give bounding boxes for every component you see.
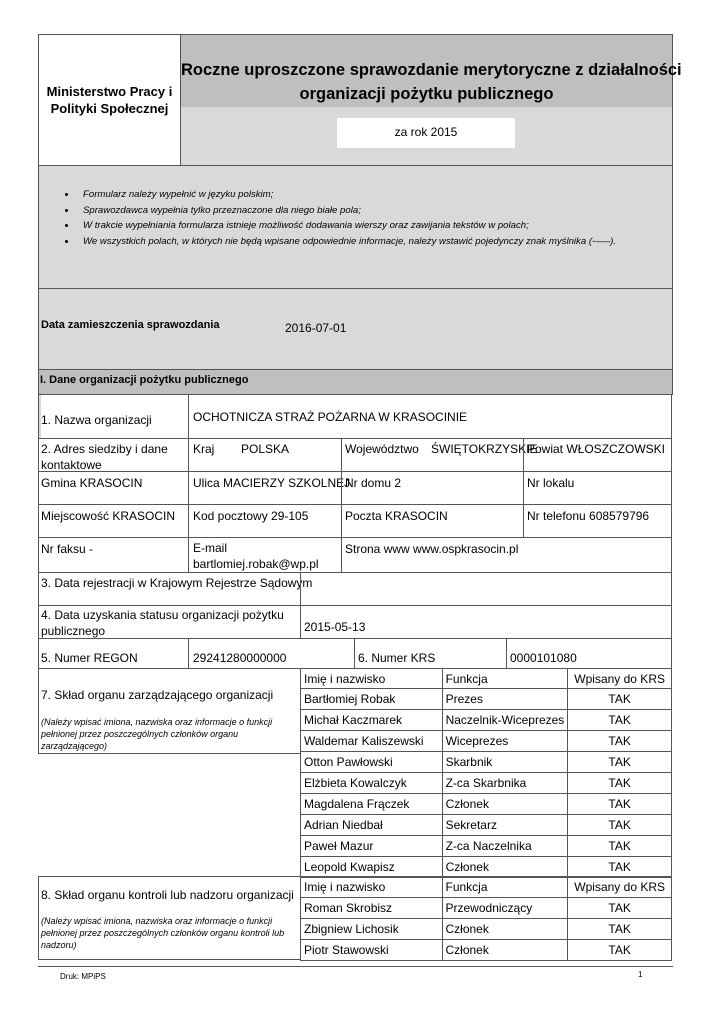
instructions-list bbox=[39, 187, 672, 249]
street-value: Ulica MACIERZY SZKOLNEJ bbox=[193, 476, 351, 490]
control-label: 8. Skład organu kontroli lub nadzoru organizacji bbox=[41, 888, 294, 902]
instruction-item: • We wszystkich polach, w których nie będą wpisane odpowiednie informacje, należy wstawić pojedynczy znak myślnika (-–—). bbox=[77, 234, 672, 250]
voivodeship-label: Województwo bbox=[345, 442, 419, 456]
member-role[interactable]: Wiceprezes bbox=[442, 731, 568, 752]
org-name-label: 1. Nazwa organizacji bbox=[41, 413, 152, 427]
table-header-row bbox=[301, 669, 672, 689]
phone-value: Nr telefonu 608579796 bbox=[527, 509, 650, 523]
member-krs[interactable]: TAK bbox=[568, 794, 672, 815]
member-name[interactable]: Roman Skrobisz bbox=[301, 898, 443, 919]
member-role[interactable]: Z-ca Naczelnika bbox=[442, 836, 568, 857]
member-role[interactable]: Z-ca Skarbnika bbox=[442, 773, 568, 794]
member-krs[interactable]: TAK bbox=[568, 710, 672, 731]
member-role[interactable]: Prezes bbox=[442, 689, 568, 710]
member-krs[interactable]: TAK bbox=[568, 919, 672, 940]
krs-number-label: 6. Numer KRS bbox=[358, 651, 436, 665]
table-row[interactable] bbox=[301, 773, 672, 794]
table-row[interactable] bbox=[301, 940, 672, 961]
member-name[interactable]: Magdalena Frączek bbox=[301, 794, 443, 815]
voivodeship-value: ŚWIĘTOKRZYSKIE bbox=[431, 442, 538, 456]
post-office-value: Poczta KRASOCIN bbox=[345, 509, 448, 523]
ministry-name: Ministerstwo Pracy i Polityki Społecznej bbox=[46, 84, 173, 116]
report-year: za rok 2015 bbox=[394, 125, 458, 139]
member-name[interactable]: Leopold Kwapisz bbox=[301, 857, 443, 878]
board-left-blank bbox=[38, 753, 301, 877]
footer-divider bbox=[38, 966, 673, 967]
form-title-line2: organizacji pożytku publicznego bbox=[299, 85, 554, 103]
form-title-line1: Roczne uproszczone sprawozdanie merytoryczne z działalności bbox=[181, 61, 682, 79]
footer-print-label: Druk: MPiPS bbox=[60, 972, 106, 981]
member-krs[interactable]: TAK bbox=[568, 731, 672, 752]
board-note: (Należy wpisać imiona, nazwiska oraz informacje o funkcji pełnionej przez poszczególnych członków organu zarządzającego) bbox=[41, 717, 273, 751]
member-role[interactable]: Naczelnik-Wiceprezes bbox=[442, 710, 568, 731]
member-role[interactable]: Skarbnik bbox=[442, 752, 568, 773]
member-name[interactable]: Elżbieta Kowalczyk bbox=[301, 773, 443, 794]
column-header: Funkcja bbox=[442, 669, 568, 689]
member-krs[interactable]: TAK bbox=[568, 689, 672, 710]
table-row[interactable] bbox=[301, 815, 672, 836]
column-header: Wpisany do KRS bbox=[568, 877, 672, 898]
county-value: Powiat WŁOSZCZOWSKI bbox=[527, 442, 666, 456]
table-header-row bbox=[301, 877, 672, 898]
table-row[interactable] bbox=[301, 919, 672, 940]
member-name[interactable]: Otton Pawłowski bbox=[301, 752, 443, 773]
fax-value: Nr faksu - bbox=[41, 542, 94, 556]
member-name[interactable]: Adrian Niedbał bbox=[301, 815, 443, 836]
member-name[interactable]: Zbigniew Lichosik bbox=[301, 919, 443, 940]
table-row[interactable] bbox=[301, 898, 672, 919]
postal-code-value: Kod pocztowy 29-105 bbox=[193, 509, 309, 523]
member-krs[interactable]: TAK bbox=[568, 836, 672, 857]
house-number-value: Nr domu 2 bbox=[345, 476, 402, 490]
address-label: 2. Adres siedziby i dane kontaktowe bbox=[41, 442, 168, 472]
member-role[interactable]: Członek bbox=[442, 919, 568, 940]
member-role[interactable]: Członek bbox=[442, 857, 568, 878]
member-krs[interactable]: TAK bbox=[568, 752, 672, 773]
email-label: E-mail bbox=[193, 541, 228, 555]
table-row[interactable] bbox=[301, 836, 672, 857]
publication-date-label: Data zamieszczenia sprawozdania bbox=[41, 319, 220, 331]
board-table bbox=[300, 668, 672, 878]
column-header: Funkcja bbox=[442, 877, 568, 898]
town-value: Miejscowość KRASOCIN bbox=[41, 509, 176, 523]
opp-status-label: 4. Data uzyskania statusu organizacji pożytku publicznego bbox=[41, 608, 284, 638]
member-name[interactable]: Michał Kaczmarek bbox=[301, 710, 443, 731]
publication-date-value[interactable]: 2016-07-01 bbox=[285, 321, 347, 335]
control-note: (Należy wpisać imiona, nazwiska oraz informacje o funkcji pełnionej przez poszczególnych członków organu kontroli lub nadzoru) bbox=[41, 916, 285, 950]
column-header: Wpisany do KRS bbox=[568, 669, 672, 689]
member-krs[interactable]: TAK bbox=[568, 857, 672, 878]
regon-label: 5. Numer REGON bbox=[41, 651, 138, 665]
krs-number-value: 0000101080 bbox=[510, 651, 577, 665]
krs-registration-date-field[interactable] bbox=[300, 572, 672, 606]
table-row[interactable] bbox=[301, 710, 672, 731]
krs-registration-label: 3. Data rejestracji w Krajowym Rejestrze Sądowym bbox=[41, 576, 313, 590]
instruction-item: • Formularz należy wypełnić w języku polskim; bbox=[77, 187, 672, 203]
section1-title: I. Dane organizacji pożytku publicznego bbox=[40, 374, 249, 386]
column-header: Imię i nazwisko bbox=[301, 877, 443, 898]
member-krs[interactable]: TAK bbox=[568, 898, 672, 919]
regon-value: 29241280000000 bbox=[193, 651, 287, 665]
commune-value: Gmina KRASOCIN bbox=[41, 476, 143, 490]
member-role[interactable]: Członek bbox=[442, 794, 568, 815]
table-row[interactable] bbox=[301, 752, 672, 773]
board-label: 7. Skład organu zarządzającego organizacji bbox=[41, 688, 274, 702]
org-name-value: OCHOTNICZA STRAŻ POŻARNA W KRASOCINIE bbox=[193, 410, 468, 424]
member-krs[interactable]: TAK bbox=[568, 940, 672, 961]
opp-status-date-value: 2015-05-13 bbox=[304, 620, 366, 634]
member-role[interactable]: Przewodniczący bbox=[442, 898, 568, 919]
member-name[interactable]: Waldemar Kaliszewski bbox=[301, 731, 443, 752]
member-name[interactable]: Paweł Mazur bbox=[301, 836, 443, 857]
member-role[interactable]: Członek bbox=[442, 940, 568, 961]
table-row[interactable] bbox=[301, 689, 672, 710]
email-value: bartlomiej.robak@wp.pl bbox=[193, 557, 319, 571]
column-header: Imię i nazwisko bbox=[301, 669, 443, 689]
table-row[interactable] bbox=[301, 794, 672, 815]
member-krs[interactable]: TAK bbox=[568, 773, 672, 794]
country-label: Kraj bbox=[193, 442, 215, 456]
member-role[interactable]: Sekretarz bbox=[442, 815, 568, 836]
website-value: Strona www www.ospkrasocin.pl bbox=[345, 542, 519, 556]
instructions-box bbox=[38, 165, 673, 289]
member-name[interactable]: Piotr Stawowski bbox=[301, 940, 443, 961]
apartment-number-label: Nr lokalu bbox=[527, 476, 575, 490]
member-krs[interactable]: TAK bbox=[568, 815, 672, 836]
page-number: 1 bbox=[638, 970, 643, 979]
table-row[interactable] bbox=[301, 857, 672, 878]
instruction-item: • W trakcie wypełniania formularza istnieje możliwość dodawania wierszy oraz zawijania tekstów w polach; bbox=[77, 218, 672, 234]
member-name[interactable]: Bartłomiej Robak bbox=[301, 689, 443, 710]
country-value: POLSKA bbox=[241, 442, 290, 456]
control-table bbox=[300, 876, 672, 961]
instruction-item: • Sprawozdawca wypełnia tylko przeznaczone dla niego białe pola; bbox=[77, 203, 672, 219]
table-row[interactable] bbox=[301, 731, 672, 752]
